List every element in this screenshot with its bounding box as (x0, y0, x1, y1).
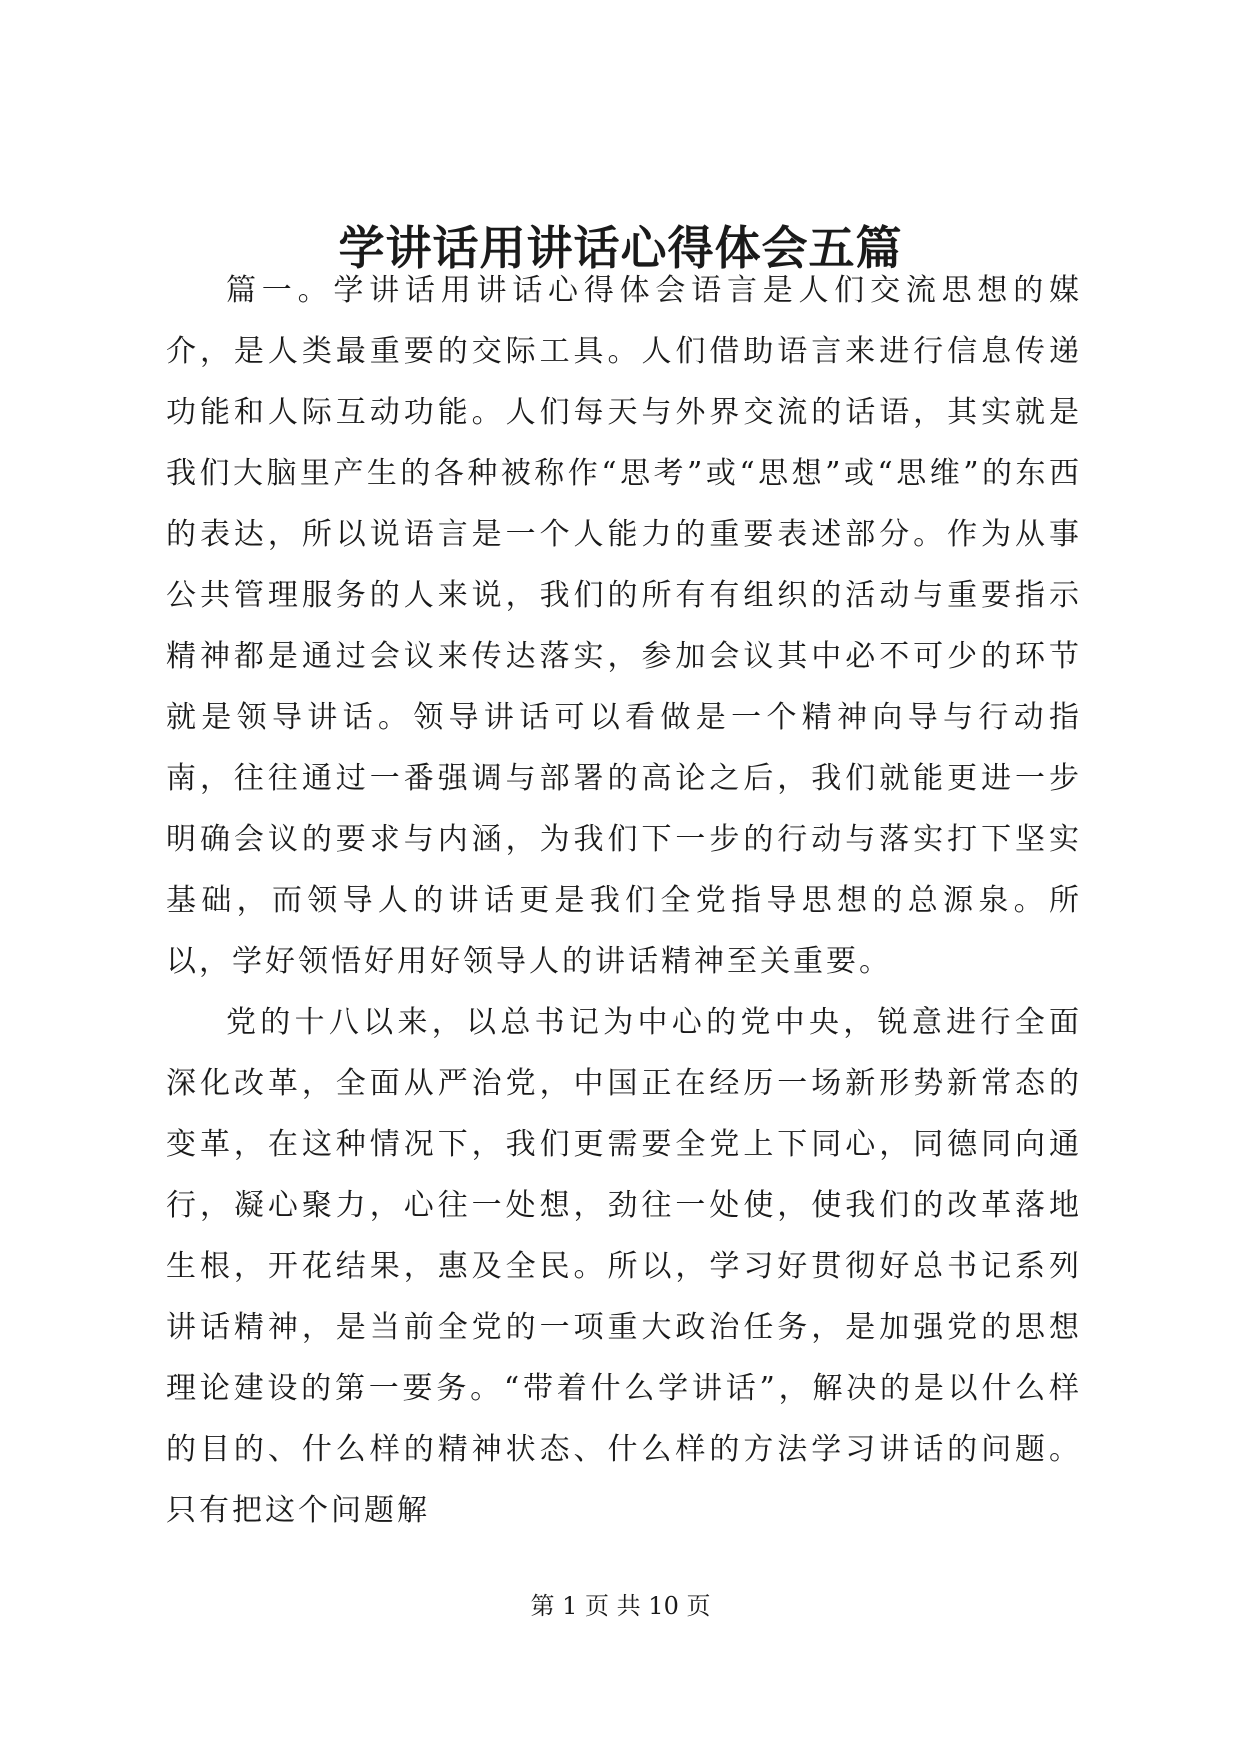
paragraph-2: 党的十八以来，以总书记为中心的党中央，锐意进行全面深化改革，全面从严治党，中国正在经历一场新形势新常态的变革，在这种情况下，我们更需要全党上下同心，同德同向通行，凝心聚力，心往一处想，劲往一处使，使我们的改革落地生根，开花结果，惠及全民。所以，学习好贯彻好总书记系列讲话精神，是当前全党的一项重大政治任务，是加强党的思想理论建设的第一要务。“带着什么学讲话”，解决的是以什么样的目的、什么样的精神状态、什么样的方法学习讲话的问题。只有把这个问题解 (166, 1005, 1082, 1528)
page-footer: 第 1 页 共 10 页 (530, 1592, 711, 1620)
document-title: 学讲话用讲话心得体会五篇 (338, 221, 903, 275)
document-body (166, 260, 1082, 1541)
paragraph-1: 篇一。学讲话用讲话心得体会语言是人们交流思想的媒介，是人类最重要的交际工具。人们借助语言来进行信息传递功能和人际互动功能。人们每天与外界交流的话语，其实就是我们大脑里产生的各种被称作“思考”或“思想”或“思维”的东西的表达，所以说语言是一个人能力的重要表述部分。作为从事公共管理服务的人来说，我们的所有有组织的活动与重要指示精神都是通过会议来传达落实，参加会议其中必不可少的环节就是领导讲话。领导讲话可以看做是一个精神向导与行动指南，往往通过一番强调与部署的高论之后，我们就能更进一步明确会议的要求与内涵，为我们下一步的行动与落实打下坚实基础，而领导人的讲话更是我们全党指导思想的总源泉。所以，学好领悟好用好领导人的讲话精神至关重要。 (166, 273, 1082, 979)
